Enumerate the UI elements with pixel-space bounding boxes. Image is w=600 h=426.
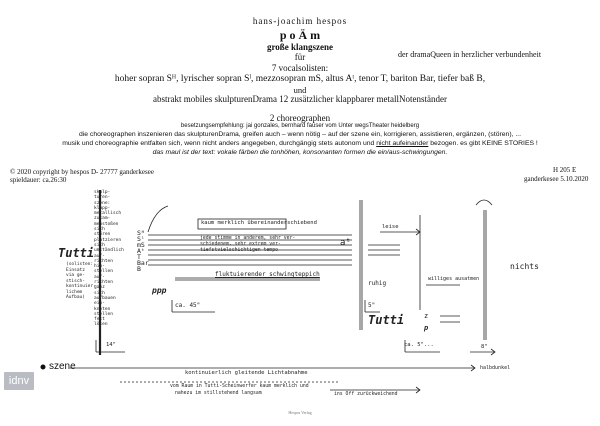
left-column-line: szene: (94, 200, 111, 206)
tutti-sublabel-line: stisch- (66, 278, 85, 284)
left-column-line: richten (94, 280, 113, 286)
left-column-line: auf- (94, 274, 105, 280)
szene-bullet (41, 365, 46, 370)
tempo-small: 14" (106, 342, 116, 348)
voice-label: Sᴴ (137, 229, 145, 237)
copyright: © 2020 copyright by hespos D- 27777 ganderkesee (10, 168, 154, 176)
abstract-line: abstrakt mobiles skulpturenDrama 12 zusätzlicher klappbarer metallNotenständer (153, 94, 447, 104)
left-column (94, 190, 124, 328)
tempo-mid: 5" (368, 302, 376, 309)
work-subtitle: große klangszene (266, 42, 334, 52)
annot-sing-3: tiefstvielschichtigen tempo (200, 248, 278, 253)
paragraph-1: die choreographen inszenieren das skulpturenDrama, greifen auch – wenn nötig – auf der szene ein, korrigieren, assistieren, ergänzen, (stören), ... (78, 131, 522, 138)
tutti-sublabel (66, 262, 96, 301)
voice-labels (137, 230, 149, 272)
left-column-line: turen- (94, 195, 111, 201)
voices-line: hoher sopran Sᴴ, lyrischer sopran Sˡ, mezzosopran mS, altus Aᵗ, tenor T, bariton Bar, tiefer baß B, (114, 74, 486, 84)
left-column-line: auf- (94, 253, 105, 259)
left-column-line: umständlich (94, 248, 124, 254)
tutti-sublabel-line: via ge- (66, 273, 85, 278)
left-column-line: zusam- (94, 216, 111, 222)
tutti-sublabel-line: Aufbau) (66, 295, 85, 300)
left-column-line: platzieren (94, 237, 122, 243)
left-column-line: klapp- (94, 205, 111, 211)
bottom-line-2: vom Raum in Tutti-Scheinwerfer kaum merklich und (170, 384, 309, 389)
bottom-line-3: nahezu im stillstehend langsam (175, 391, 262, 396)
tempo-right: ca. 5"... (404, 342, 434, 348)
choreographers-heading: 2 choreographen (269, 113, 331, 123)
und-label: und (293, 85, 307, 95)
tutti-label-right: Tutti (368, 313, 405, 327)
annot-box: kaum merklich übereinanderschiebend (201, 220, 317, 226)
left-column-line: hin- (94, 264, 105, 270)
tutti-sublabel-line: (solisten: (66, 262, 94, 267)
left-column-line: richten (94, 258, 113, 264)
leise-label: leise (382, 224, 399, 230)
work-title: p o Ä m (279, 28, 321, 42)
left-column-lines (94, 190, 124, 328)
vocalists-count: 7 vocalsolisten: (271, 63, 329, 73)
willig-label: williges ausatmen (428, 276, 480, 282)
voice-label-lines (137, 230, 149, 272)
place-date: ganderkesee 5.10.2020 (524, 175, 589, 183)
szene-label: szene (49, 361, 76, 372)
cast-recommendation: besetzungsempfehlung: jai gonzales, bernhard fauser vom Unter wegsTheater heidelberg (180, 123, 420, 129)
left-column-line: fest (94, 317, 105, 323)
voice-label: Bar (137, 259, 149, 267)
dynamic-ppp: ppp (152, 286, 167, 295)
left-column-line: ein- (94, 301, 105, 307)
left-column-line: sich (94, 290, 105, 296)
bottom-line-4: ins Off zurückweichend (334, 392, 398, 397)
for-label: für (294, 52, 306, 62)
left-column-line: knoten (94, 306, 111, 312)
tutti-label-left: Tutti (58, 246, 95, 260)
duration: spieldauer: ca.26:30 (10, 176, 67, 184)
halbdunkel-label: halbdunkel (480, 365, 511, 371)
dynamic-z: z (424, 312, 429, 320)
arrow-8-label: 8" (481, 344, 488, 350)
left-column-line: stellen (94, 269, 113, 275)
voice-label: mS (137, 241, 145, 249)
annot-sing-2: schiedenem, sehr extrem ver- (200, 242, 281, 247)
nichts-label: nichts (510, 262, 539, 271)
left-column-line: stellen (94, 311, 113, 317)
left-column-line: stören (94, 232, 111, 238)
ruhig-label: ruhig (368, 280, 387, 287)
bottom-line-1: kontinuierlich gleitende Lichtabnahme (185, 370, 308, 376)
tutti-sublabel-line: Einsatz (66, 267, 85, 273)
composer-name: hans-joachim hespos (252, 16, 348, 26)
annot-sing-1: jede stimme in anderem, sehr ver- (200, 236, 296, 241)
carpet-label: fluktuierender schwingteppich (215, 271, 320, 278)
tutti-sublabel-line: lichem (66, 289, 83, 295)
left-column-line: sich (94, 242, 105, 248)
paragraph-2-b: bezogen. es gibt KEINE STORIES ! (428, 140, 538, 147)
footer-publisher: Hespos Verlag (288, 410, 312, 415)
voice-label: B (137, 265, 141, 273)
left-column-line: ganz (94, 285, 105, 291)
idnv-badge: idnv (4, 372, 34, 390)
left-column-line: menstoßen (94, 221, 119, 227)
at-label: aᵗ (340, 238, 351, 248)
left-column-line: sich (94, 227, 105, 233)
left-column-line: metallisch (94, 211, 122, 217)
dedication: der dramaQueen in herzlicher verbundenheit (398, 50, 542, 59)
paragraph-3: das maul ist der text: vokale färben die tonhöhen, konsonanten formen die ein/aus-schwingungen. (152, 149, 448, 156)
paragraph-2-a: musik und choreographie entfalten sich, wenn nicht anders angegeben, durchgängig stets autonom und (62, 140, 377, 147)
catalog-number: H 205 E (553, 166, 577, 174)
voice-label: T (137, 253, 141, 261)
dynamic-p: p (424, 324, 429, 332)
paragraph-2-underline: nicht aufeinander (376, 140, 429, 147)
tutti-sublabel-line: kontinuier- (66, 284, 96, 289)
voice-label: Aᵗ (137, 247, 145, 255)
left-column-line: aufbauen (94, 295, 116, 301)
left-column-line: lösen (94, 322, 108, 328)
tempo-left: ca. 45" (175, 302, 201, 309)
voice-label: Sˡ (137, 235, 145, 243)
tutti-sublabel-lines (66, 262, 96, 301)
left-column-line: skulp- (94, 190, 111, 195)
